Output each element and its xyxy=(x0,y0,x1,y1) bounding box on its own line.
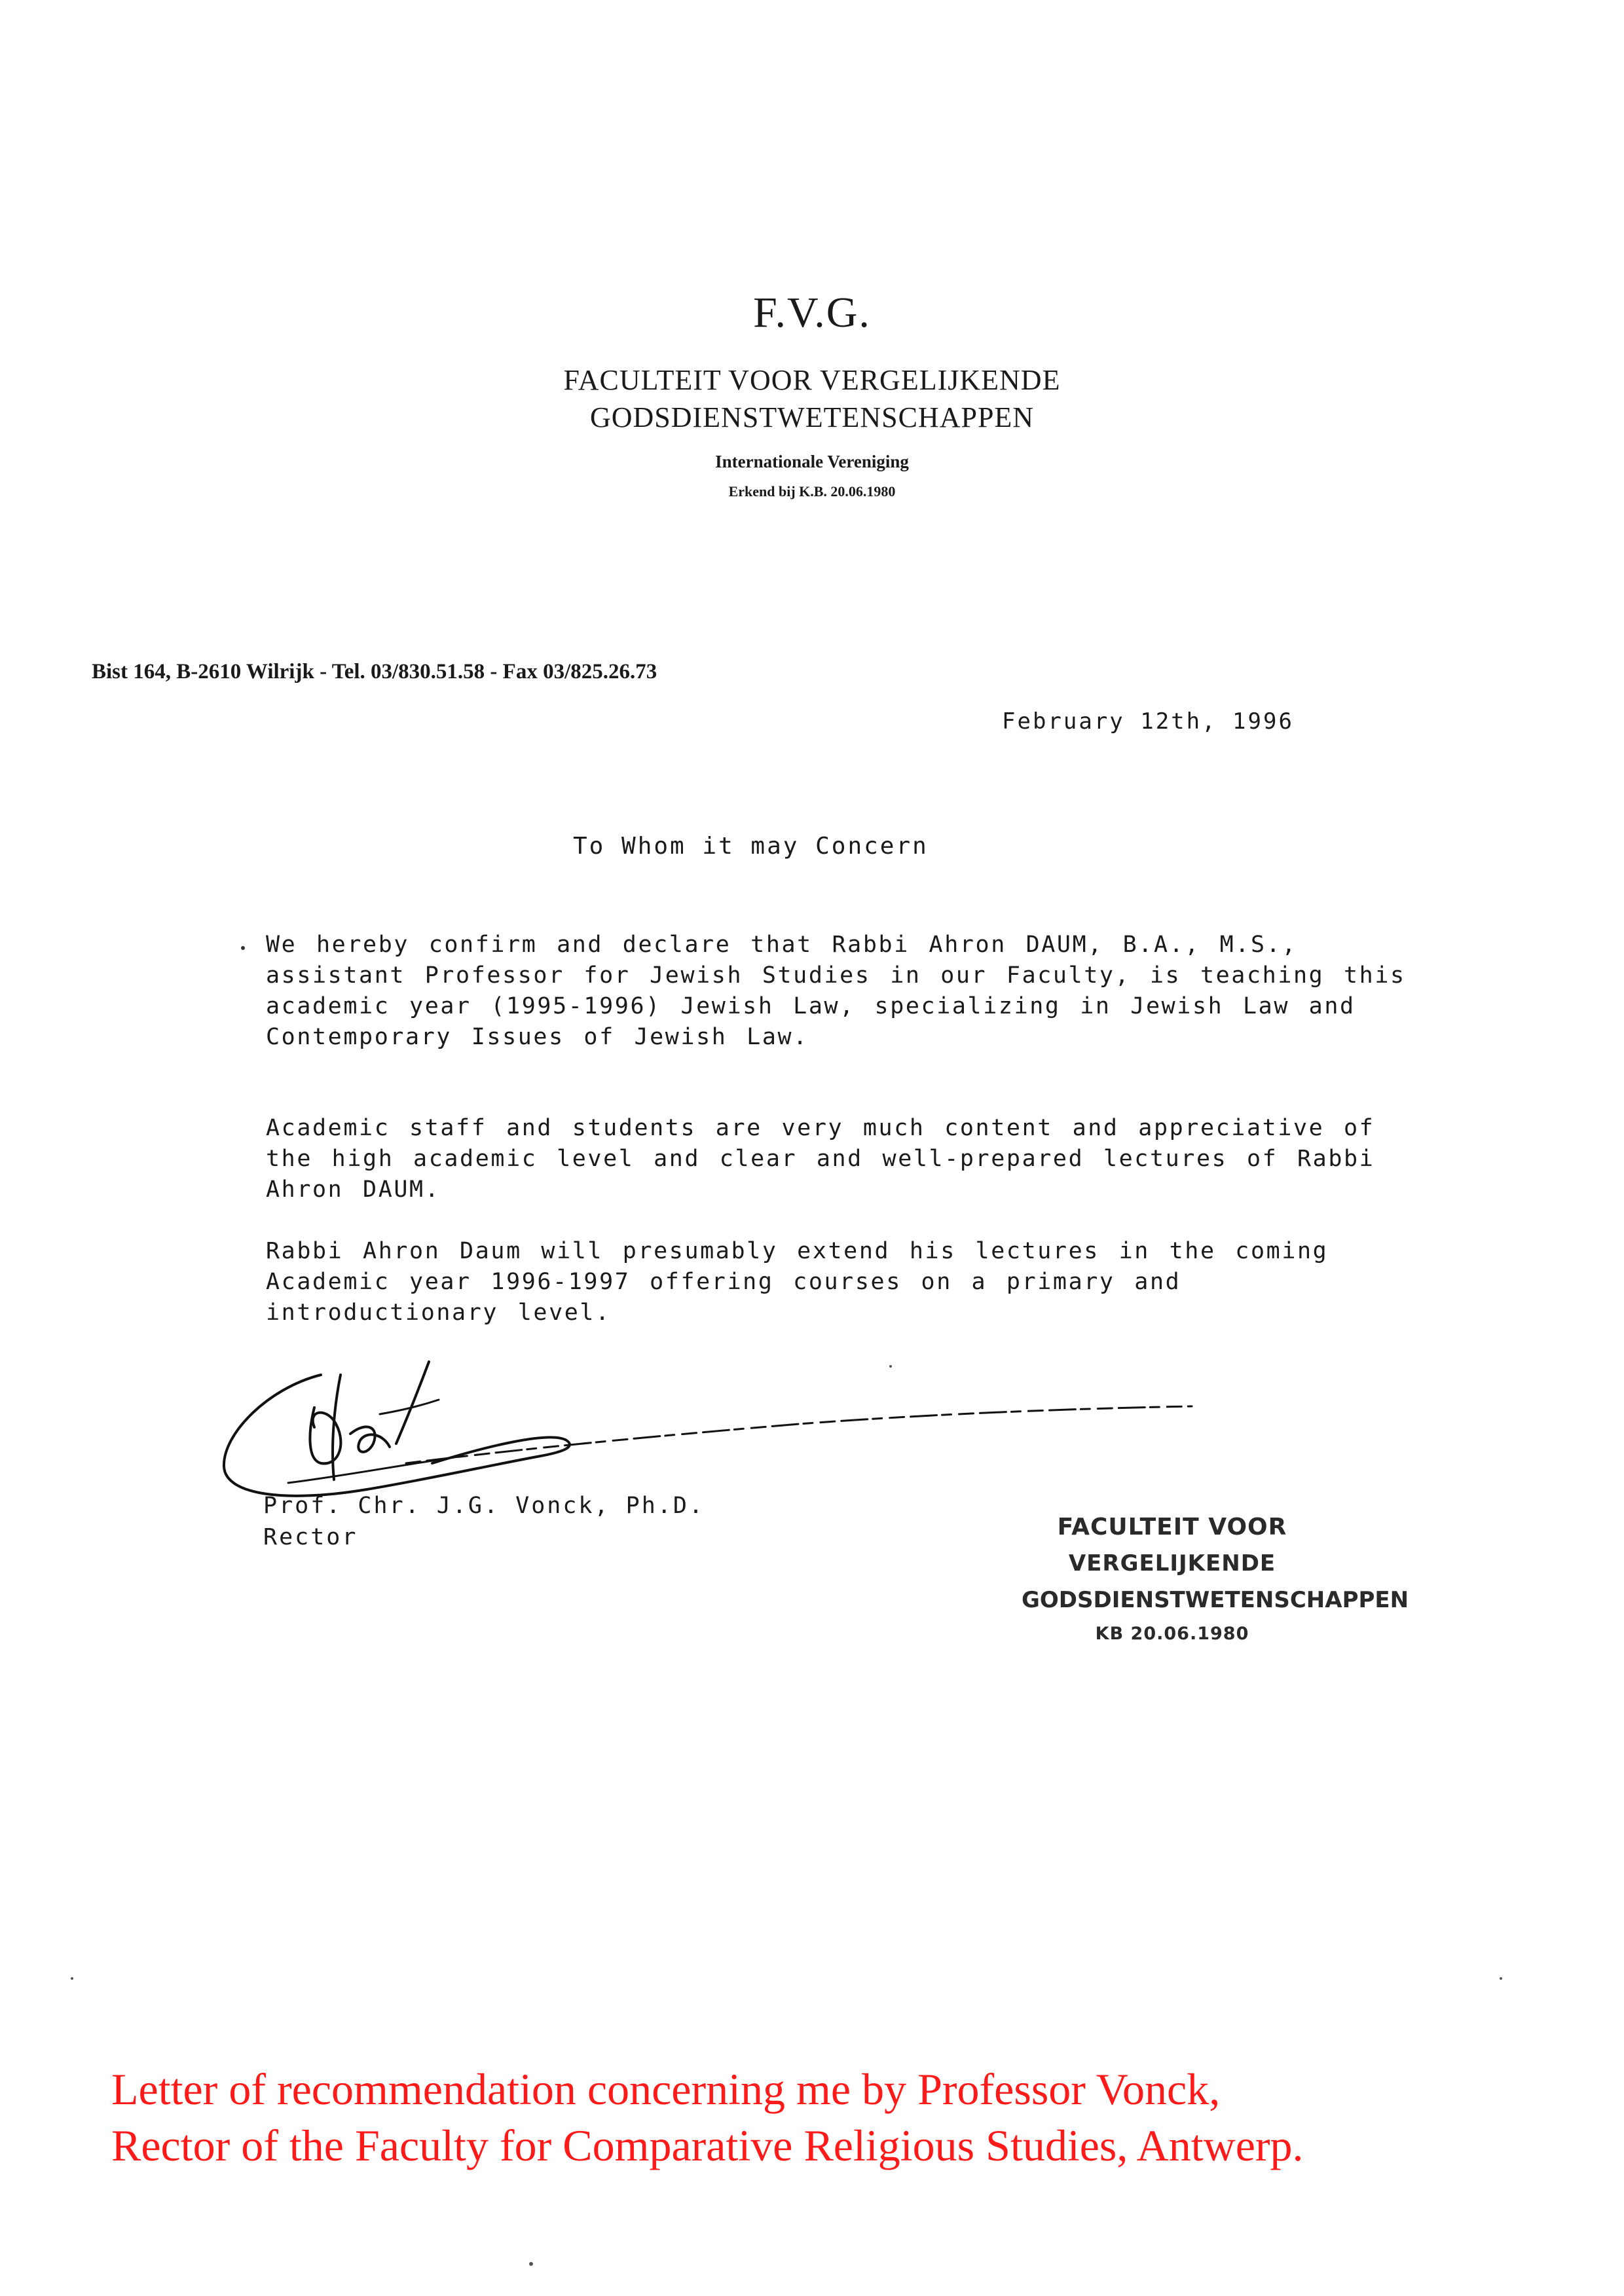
letterhead-address: Bist 164, B-2610 Wilrijk - Tel. 03/830.51.58 - Fax 03/825.26.73 xyxy=(92,660,657,683)
letterhead-faculty-line-2: GODSDIENSTWETENSCHAPPEN xyxy=(589,401,1035,433)
letter-paragraph-3: Rabbi Ahron Daum will presumably extend his lectures in the coming Academic year 1996-1997 offering courses on a primary and introductionary level. xyxy=(266,1238,1329,1326)
stamp-line-4: KB 20.06.1980 xyxy=(1095,1624,1249,1644)
margin-dot xyxy=(241,946,245,950)
letter-salutation: To Whom it may Concern xyxy=(573,833,929,860)
letterhead-abbreviation: F.V.G. xyxy=(753,289,871,337)
stamp-line-2: VERGELIJKENDE xyxy=(1068,1550,1276,1576)
scan-speck xyxy=(889,1365,892,1368)
scan-speck xyxy=(529,2262,533,2266)
letterhead-association: Internationale Vereniging xyxy=(715,452,909,471)
letter-paragraph-1: We hereby confirm and declare that Rabbi Ahron DAUM, B.A., M.S., assistant Professor for Jewish Studies in our Faculty, is teaching this academic year (1995-1996) Jewish Law, specializing in Jewish Law and Contemporary Issues of Jewish Law. xyxy=(266,932,1406,1050)
scan-speck xyxy=(1500,1977,1502,1980)
stamp-line-1: FACULTEIT VOOR xyxy=(1057,1514,1287,1540)
handwritten-signature xyxy=(210,1349,1231,1512)
letter-paragraph-2: Academic staff and students are very much content and appreciative of the high academic level and clear and well-prepared lectures of Rabbi Ahron DAUM. xyxy=(266,1115,1375,1203)
letterhead-faculty-line-1: FACULTEIT VOOR VERGELIJKENDE xyxy=(563,364,1061,396)
scan-speck xyxy=(71,1977,73,1980)
caption-line-1: Letter of recommendation concerning me by Professor Vonck, xyxy=(111,2064,1221,2114)
signer-name: Prof. Chr. J.G. Vonck, Ph.D. xyxy=(263,1493,705,1519)
stamp-line-3: GODSDIENSTWETENSCHAPPEN xyxy=(1022,1587,1409,1613)
caption-line-2: Rector of the Faculty for Comparative Religious Studies, Antwerp. xyxy=(111,2121,1304,2170)
letterhead-recognition: Erkend bij K.B. 20.06.1980 xyxy=(728,483,896,500)
letter-date: February 12th, 1996 xyxy=(1002,708,1294,735)
signer-title: Rector xyxy=(263,1524,358,1550)
